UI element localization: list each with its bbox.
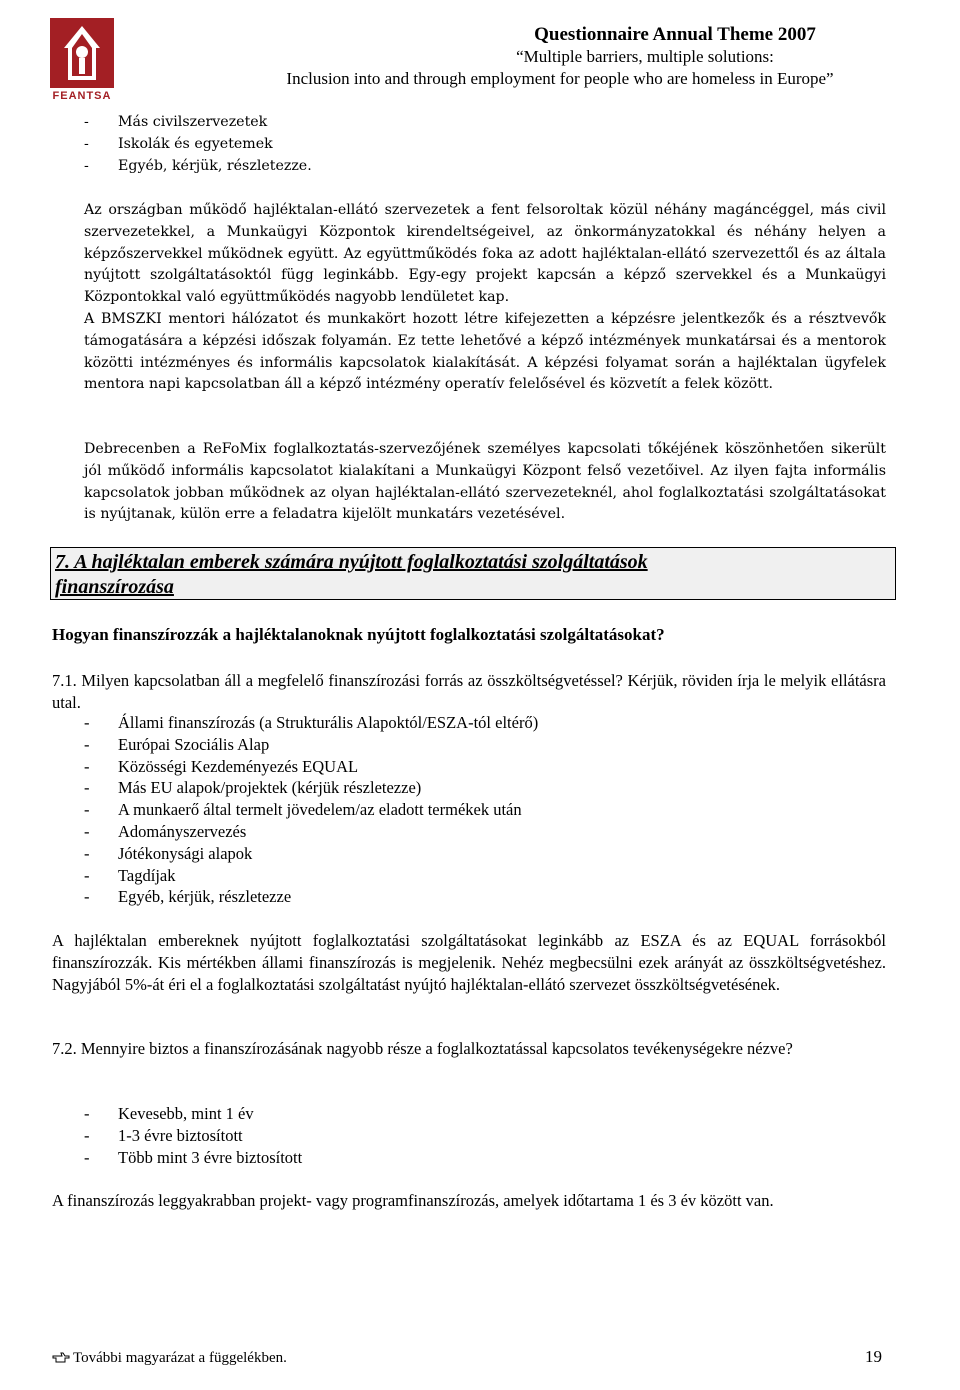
- main-question: Hogyan finanszírozzák a hajléktalanoknak nyújtott foglalkoztatási szolgáltatásokat?: [52, 625, 665, 644]
- logo-emblem: [50, 18, 114, 88]
- feantsa-logo: [50, 18, 114, 104]
- list-item: - Iskolák és egyetemek: [84, 135, 273, 152]
- question-7-2: 7.2. Mennyire biztos a finanszírozásának nagyobb része a foglalkoztatással kapcsolatos tevékenységekre nézve?: [52, 1039, 793, 1058]
- header-title: Questionnaire Annual Theme 2007: [534, 24, 816, 45]
- list-item: - Európai Szociális Alap: [84, 734, 270, 754]
- page-header: [210, 24, 910, 90]
- paragraph-bmszki: A BMSZKI mentori hálózatot és munkakört hozott létre kifejezetten a képzésre jelentkezők és a résztvevők támogatására a képzési időszak folyamán. Ez tette lehetővé a képző intézmények munkatársai és a mentorok közötti intézményes és informális kapcsolatok kialakítását. A képzési folyamat során a hajléktalan ügyfelek mentora napi kapcsolatban áll a képző intézmény operatív felelősével és közvetít a felek között.: [84, 311, 886, 393]
- list-item: - Több mint 3 évre biztosított: [84, 1147, 303, 1167]
- list-item: - 1-3 évre biztosított: [84, 1125, 243, 1145]
- funding-duration-list: [84, 1103, 864, 1168]
- section-heading-box: [50, 547, 896, 600]
- list-item: - Jótékonysági alapok: [84, 843, 253, 863]
- house-emblem-icon: [50, 18, 114, 88]
- funding-source-list: [84, 712, 864, 908]
- list-item: - Egyéb, kérjük, részletezze: [84, 887, 292, 907]
- paragraph-cooperation: Az országban működő hajléktalan-ellátó szervezetek a fent felsoroltak közül néhány magáncéggel, más civil szervezetekkel, a Munkaügyi Központok kirendeltségeivel, az önkormányzatokkal és néhány helyen a képzőszervekkel működnek együtt. Az együttműködés foka az adott hajléktalan-ellátó szervezettől és az általa nyújtott szolgáltatásoktól függ leginkább. Egy-egy projekt kapcsán a képző szervekkel és a Munkaügyi Központokkal való együttműködés nagyobb lendületet kap.: [84, 202, 886, 306]
- pointing-hand-icon: [52, 1351, 70, 1363]
- top-bullet-list: [84, 112, 864, 177]
- footer-note: További magyarázat a függelékben.: [52, 1350, 287, 1367]
- logo-wordmark: FEANTSA: [52, 90, 112, 102]
- section-title-line-1: 7. A hajléktalan emberek számára nyújtott foglalkoztatási szolgáltatások: [55, 551, 648, 573]
- header-subtitle-1: “Multiple barriers, multiple solutions:: [516, 47, 774, 66]
- header-subtitle-2: Inclusion into and through employment for people who are homeless in Europe”: [286, 69, 834, 88]
- list-item: - Adományszervezés: [84, 821, 247, 841]
- list-item: - Más civilszervezetek: [84, 114, 268, 130]
- list-item: - Más EU alapok/projektek (kérjük részletezze): [84, 778, 422, 798]
- list-item: - Kevesebb, mint 1 év: [84, 1104, 254, 1123]
- question-7-1: 7.1. Milyen kapcsolatban áll a megfelelő finanszírozási forrás az összköltségvetéssel? Kérjük, röviden írja le melyik ellátásra utal.: [52, 671, 886, 712]
- page-number: 19: [865, 1347, 882, 1366]
- list-item: - A munkaerő által termelt jövedelem/az eladott termékek után: [84, 800, 522, 820]
- paragraph-funding-duration: A finanszírozás leggyakrabban projekt- vagy programfinanszírozás, amelyek időtartama 1 és 3 év között van.: [52, 1191, 774, 1210]
- paragraph-debrecen: Debrecenben a ReFoMix foglalkoztatás-szervezőjének személyes kapcsolati tőkéjének köszönhetően sikerült jól működő informális kapcsolatot kialakítani a Munkaügyi Központ felső vezetőivel. Az ilyen fajta informális kapcsolatok jobban működnek az olyan hajléktalan-ellátó szervezeteknél, ahol foglalkoztatási szolgáltatásokat is nyújtanak, külön erre a feladatra kijelölt munkatárs vezetésével.: [84, 441, 886, 523]
- list-item: - Tagdíjak: [84, 865, 176, 885]
- section-title-line-2: finanszírozása: [55, 576, 174, 598]
- list-item: - Közösségi Kezdeményezés EQUAL: [84, 756, 359, 776]
- page-footer: [52, 1347, 882, 1372]
- paragraph-funding-answer: A hajléktalan embereknek nyújtott foglalkoztatási szolgáltatásokat leginkább az ESZA és az EQUAL forrásokból finanszírozzák. Kis mértékben állami finanszírozás is megjelenik. Nehéz megbecsülni ezek arányát az összköltségvetéshez. Nagyjából 5%-át éri el a foglalkoztatási szolgáltatást nyújtó hajléktalan-ellátó szervezet összköltségvetésének.: [52, 931, 886, 994]
- list-item: - Állami finanszírozás (a Strukturális Alapoktól/ESZA-tól eltérő): [84, 713, 539, 732]
- list-item: - Egyéb, kérjük, részletezze.: [84, 157, 312, 174]
